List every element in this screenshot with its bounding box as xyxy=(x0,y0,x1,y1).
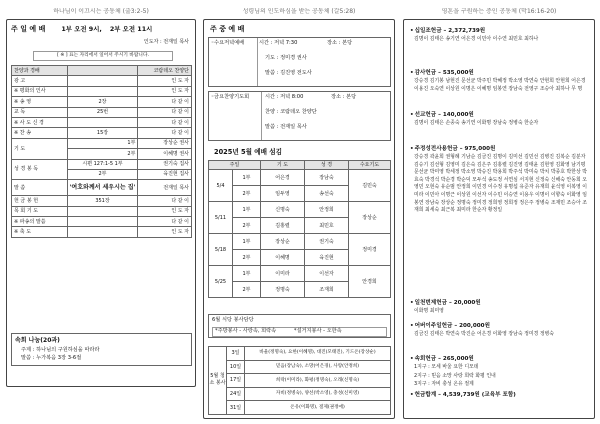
duty-header: 주일 xyxy=(209,161,261,170)
duty-title: 2025년 5월 예배 섬김 xyxy=(214,148,283,156)
program-item: 헌 금 봉 헌 xyxy=(12,196,68,206)
duty-prayer: 이혜명 xyxy=(261,250,305,266)
duty-date: 5/25 xyxy=(209,266,233,298)
program-item: ※ 사 도 신 경 xyxy=(12,117,68,127)
duty-prayer: 이미라 xyxy=(261,266,305,282)
program-person: 다 같 이 xyxy=(138,97,192,107)
sermon-row xyxy=(12,180,192,196)
program-person: 다 같 이 xyxy=(138,128,192,138)
program-item: 광 고 xyxy=(12,76,68,86)
offering-item xyxy=(410,70,590,93)
program-item: ※ 찬 송 xyxy=(12,128,68,138)
program-detail xyxy=(67,217,138,227)
service-time-2: 2부 오전 11시 xyxy=(109,25,153,34)
meal-box xyxy=(208,314,391,338)
meal-role-kitchen: *주방봉사 - 사랑속, 희락속 xyxy=(215,328,277,334)
program-item: 찬양과 경배 xyxy=(12,66,68,76)
bullet-icon: • xyxy=(410,146,414,152)
offering-donors: 2지구 : 믿음 소망 사랑 희락 화평 인내 xyxy=(414,372,496,379)
bullet-icon: • xyxy=(410,112,414,118)
offering-amount: 속회헌금 – 265,000원 xyxy=(414,356,474,362)
duty-reading: 육진현 xyxy=(305,250,349,266)
offering-item xyxy=(410,112,590,128)
service-time-1: 1부 오전 9시, xyxy=(61,25,102,34)
duty-part: 1부 xyxy=(233,234,261,250)
midweek-box xyxy=(203,19,395,419)
program-person: 다 같 이 xyxy=(138,107,192,117)
offering-title xyxy=(410,392,590,399)
offering-amount: 십일조헌금 – 2,372,739원 xyxy=(414,28,486,34)
duty-date: 5/18 xyxy=(209,234,233,266)
fri-praise: 찬양 : 코람데오 찬양단 xyxy=(265,109,317,115)
sharing-theme: 주제 : 하나님의 구원하심을 따라라 xyxy=(21,346,100,353)
bullet-icon: • xyxy=(410,70,414,76)
offering-amount: 감사헌금 – 535,000원 xyxy=(414,70,474,76)
program-row xyxy=(12,86,192,96)
offering-amount: 헌금합계 – 4,539,739원 (교육부 포함) xyxy=(414,392,516,398)
offering-amount: 주정성전사용헌금 – 975,000원 xyxy=(414,146,496,152)
program-person: 인 도 자 xyxy=(138,76,192,86)
cleaning-row xyxy=(209,374,391,388)
program-item: 목 회 기 도 xyxy=(12,206,68,216)
offering-item xyxy=(410,300,590,316)
duty-wed: 안경희 xyxy=(349,266,391,298)
duty-prayer: 어은경 xyxy=(261,170,305,186)
program-item: ※ 파송의 말씀 xyxy=(12,217,68,227)
duty-prayer: 신명숙 xyxy=(261,202,305,218)
duty-part: 2부 xyxy=(233,218,261,234)
duty-date: 5/11 xyxy=(209,202,233,234)
program-detail: 25번 xyxy=(67,107,138,117)
offering-item xyxy=(410,392,590,399)
offering-item xyxy=(410,28,590,44)
meal-role-dishes: *설거지봉사 - 오한속 xyxy=(293,328,342,334)
bullet-icon: • xyxy=(410,28,414,34)
offering-title xyxy=(410,323,590,330)
bullet-icon: • xyxy=(410,300,414,306)
program-person: 다 같 이 xyxy=(138,196,192,206)
cleaning-label: 5월 청소 봉사 xyxy=(209,347,227,415)
duty-reading: 송선숙 xyxy=(305,186,349,202)
cell-sharing-box xyxy=(11,333,192,366)
reading-row xyxy=(12,159,192,169)
duty-wed: 장상순 xyxy=(349,202,391,234)
bullet-icon: • xyxy=(410,323,414,329)
midweek-title: 주 중 예 배 xyxy=(210,25,245,33)
program-detail xyxy=(67,66,138,76)
wednesday-service-box xyxy=(208,37,391,87)
cleaning-date: 17일 xyxy=(227,374,245,388)
sermon-label: 말 씀 xyxy=(12,180,68,196)
offering-item xyxy=(410,323,590,339)
program-row xyxy=(12,227,192,237)
duty-reading: 안정희 xyxy=(305,202,349,218)
cleaning-row xyxy=(209,360,391,374)
offering-donors: 강승경 김기봉 남현진 문선균 박주민 박혜정 박소영 박연숙 안현희 안현희 어은경 이용진 오숙연 이상원 이명은 이혜명 임봉연 장남숙 전영구 조승아 최하나 무 명 xyxy=(414,77,586,92)
standing-notice: [ ※ ] 표는 자리에서 일어서 주시기 바랍니다. xyxy=(33,51,173,61)
duty-part: 1부 xyxy=(233,266,261,282)
wed-place: 장소 : 본당 xyxy=(327,40,353,46)
prayer-part: 1부 xyxy=(67,138,138,148)
program-row xyxy=(12,107,192,117)
wed-word: 말씀 : 김진영 전도사 xyxy=(265,70,312,76)
sharing-title: 속회 나눔(20과) xyxy=(15,337,60,344)
sermon-preacher: 전재일 목사 xyxy=(138,180,192,196)
fri-time: 시간 : 저녁 8:00 xyxy=(265,94,304,100)
offering-amount: 일천번제헌금 – 20,000원 xyxy=(414,300,481,306)
worship-program-table xyxy=(11,65,192,238)
duty-prayer: 장상순 xyxy=(261,234,305,250)
offering-donors: 김금진 김태은 박연숙 박진순 어은경 이화영 장남숙 정미경 정병숙 xyxy=(414,330,554,337)
program-row xyxy=(12,76,192,86)
duty-wed: 정미경 xyxy=(349,234,391,266)
duty-date: 5/4 xyxy=(209,170,233,202)
fri-place: 장소 : 본당 xyxy=(331,94,357,100)
duty-prayer: 김홍렬 xyxy=(261,218,305,234)
midweek-column xyxy=(203,8,395,419)
duty-reading: 권기숙 xyxy=(305,234,349,250)
offering-donors: 김명이 김태은 송기연 어은경 이민아 이수연 최민호 최하나 xyxy=(414,35,539,42)
sharing-word: 말씀 : 누가복음 3장 3-6절 xyxy=(21,355,82,361)
duty-row xyxy=(209,234,391,250)
sunday-worship-box xyxy=(6,19,196,387)
duty-reading: 이선자 xyxy=(305,266,349,282)
program-person: 인 도 자 xyxy=(138,227,192,237)
program-detail xyxy=(67,117,138,127)
reading-person: 육진현 집사 xyxy=(138,169,192,179)
prayer-person: 이혜명 권사 xyxy=(138,149,192,159)
program-person: 코람데오 찬양단 xyxy=(138,66,192,76)
cleaning-date: 3일 xyxy=(227,347,245,361)
wed-prayer: 기도 : 정미경 권사 xyxy=(265,55,307,61)
program-detail xyxy=(67,86,138,96)
duty-part: 2부 xyxy=(233,250,261,266)
reading-ref: 시편 127:1-5 1부 xyxy=(67,159,138,169)
duty-part: 1부 xyxy=(233,170,261,186)
column-title: 영혼을 구원하는 증인 공동체 (막16:16-20) xyxy=(441,8,557,15)
program-row xyxy=(12,128,192,138)
program-row xyxy=(12,217,192,227)
program-detail: 15장 xyxy=(67,128,138,138)
program-item: ※ 축 도 xyxy=(12,227,68,237)
cleaning-teams: 온유(이화명), 절제(권정애) xyxy=(245,401,391,415)
program-person: 인 도 자 xyxy=(138,86,192,96)
offering-donors: 이화명 최미영 xyxy=(414,307,444,314)
offering-item xyxy=(410,356,590,389)
bullet-icon: • xyxy=(410,392,414,398)
prayer-row xyxy=(12,138,192,148)
cleaning-row xyxy=(209,401,391,415)
cleaning-row xyxy=(209,387,391,401)
cleaning-teams: 희락(이미라), 화평(정명숙), 오래(신명숙) xyxy=(245,374,391,388)
duty-table xyxy=(208,160,391,298)
cleaning-teams: 바울(정명숙), 요한(이혜명), 대진(모태진), 기드온(장상순) xyxy=(245,347,391,361)
offering-title xyxy=(410,356,590,363)
offering-donors: 3지구 : 자비 충성 온유 절제 xyxy=(414,381,474,388)
offering-amount: 어버이주일헌금 – 200,000원 xyxy=(414,323,490,329)
offering-item xyxy=(410,146,590,215)
duty-header: 성 경 xyxy=(305,161,349,170)
reading-ref: 2부 xyxy=(67,169,138,179)
duty-part: 1부 xyxy=(233,202,261,218)
worship-order-column xyxy=(6,8,196,387)
duty-part: 2부 xyxy=(233,186,261,202)
duty-header-row xyxy=(209,161,391,170)
reading-person: 권기숙 집사 xyxy=(138,159,192,169)
program-detail xyxy=(67,76,138,86)
offering-amount: 선교헌금 – 140,000원 xyxy=(414,112,474,118)
meal-title: 6월 식당 봉사담당 xyxy=(212,317,254,323)
column-title: 성령님의 인도하심을 받는 공동체 (갈5:28) xyxy=(242,8,356,15)
fri-name: ◦금요찬양기도회 xyxy=(211,94,250,100)
worship-leader: 인도자 : 전재일 목사 xyxy=(143,39,189,45)
cleaning-date: 31일 xyxy=(227,401,245,415)
cleaning-date: 10일 xyxy=(227,360,245,374)
duty-prayer: 정명숙 xyxy=(261,282,305,298)
friday-service-box xyxy=(208,91,391,141)
fri-word: 말씀 : 전재일 목사 xyxy=(265,124,307,130)
program-detail: 351장 xyxy=(67,196,138,206)
offering-box xyxy=(403,19,595,419)
prayer-part: 2부 xyxy=(67,149,138,159)
offering-title xyxy=(410,300,590,307)
offering-title xyxy=(410,70,590,77)
duty-wed: 김민숙 xyxy=(349,170,391,202)
program-item: ※ 송 영 xyxy=(12,97,68,107)
program-person: 다 같 이 xyxy=(138,117,192,127)
offering-donors: 김명이 김태은 손종숙 송기연 이화명 장남숙 정병숙 한순자 xyxy=(414,119,539,126)
cleaning-teams: 믿음(장남숙), 소망(어은경), 사랑(안정희) xyxy=(245,360,391,374)
offering-donors: 강승경 곽윤희 권형례 기남순 김금진 김명이 김미선 김민선 김병진 김복순 김분자 김승기 김선형 김영미 김은숙 김은주 김홍렬 김진영 김태윤 김현영 김화영 남기평 문선균 박미영 박세정 박소영 박승진 박용희 박주석 박미숙 박치 박종호 박한상 박효숙 박경석 박순경 박순덕 모두석 송도정 서연심 서지현 신정숙 신해숙 안동희 오영민 오현숙 유순범 안정희 이민경 이수정 유명섭 유준자 유재희 윤석영 이복영 이미라 이민아 이명근 이상원 이선자 이수민 이승연 이용우 이명이 이향숙 이화영 임봉연 장남숙 장상순 정명숙 정미경 정희영 정희정 정은주 정병숙 조재민 조승아 조재희 최세숙 최근복 최미라 한순자 황정일 xyxy=(414,153,588,214)
cleaning-table xyxy=(208,346,391,415)
program-row xyxy=(12,117,192,127)
wed-time: 시간 : 저녁 7:30 xyxy=(259,40,298,46)
duty-reading: 장남숙 xyxy=(305,170,349,186)
column-title: 하나님이 이끄시는 공동체 (출3:2-5) xyxy=(53,8,149,15)
program-detail: 2장 xyxy=(67,97,138,107)
program-row xyxy=(12,97,192,107)
program-row xyxy=(12,196,192,206)
reading-label: 성 경 봉 독 xyxy=(12,159,68,180)
program-detail xyxy=(67,227,138,237)
program-row xyxy=(12,206,192,216)
worship-name: 주 일 예 배 xyxy=(11,25,46,33)
program-person: 인 도 자 xyxy=(138,206,192,216)
offering-column xyxy=(403,8,595,419)
duty-row xyxy=(209,266,391,282)
program-row xyxy=(12,66,192,76)
offering-title xyxy=(410,112,590,119)
offering-donors: 1지구 : 모세 바울 요한 디모데 xyxy=(414,363,479,370)
wed-name: ◦수요저녁예배 xyxy=(211,40,245,46)
sermon-title: '여호와께서 세우시는 집' xyxy=(67,180,138,196)
offering-title xyxy=(410,28,590,35)
program-person: 다 같 이 xyxy=(138,217,192,227)
duty-row xyxy=(209,170,391,186)
bullet-icon: • xyxy=(410,356,414,362)
prayer-person: 장상순 권사 xyxy=(138,138,192,148)
offering-title xyxy=(410,146,590,153)
duty-row xyxy=(209,202,391,218)
cleaning-date: 24일 xyxy=(227,387,245,401)
cleaning-row xyxy=(209,347,391,361)
program-item: ※ 평화의 인사 xyxy=(12,86,68,96)
program-item: 교 독 xyxy=(12,107,68,117)
duty-reading: 최민호 xyxy=(305,218,349,234)
cleaning-teams: 자비(정병숙), 양선(박소영), 충성(신미영) xyxy=(245,387,391,401)
duty-part: 2부 xyxy=(233,282,261,298)
duty-reading: 조재희 xyxy=(305,282,349,298)
duty-header: 수요기도 xyxy=(349,161,391,170)
program-detail xyxy=(67,206,138,216)
prayer-label: 기 도 xyxy=(12,138,68,159)
duty-prayer: 임두영 xyxy=(261,186,305,202)
duty-header: 기 도 xyxy=(261,161,305,170)
